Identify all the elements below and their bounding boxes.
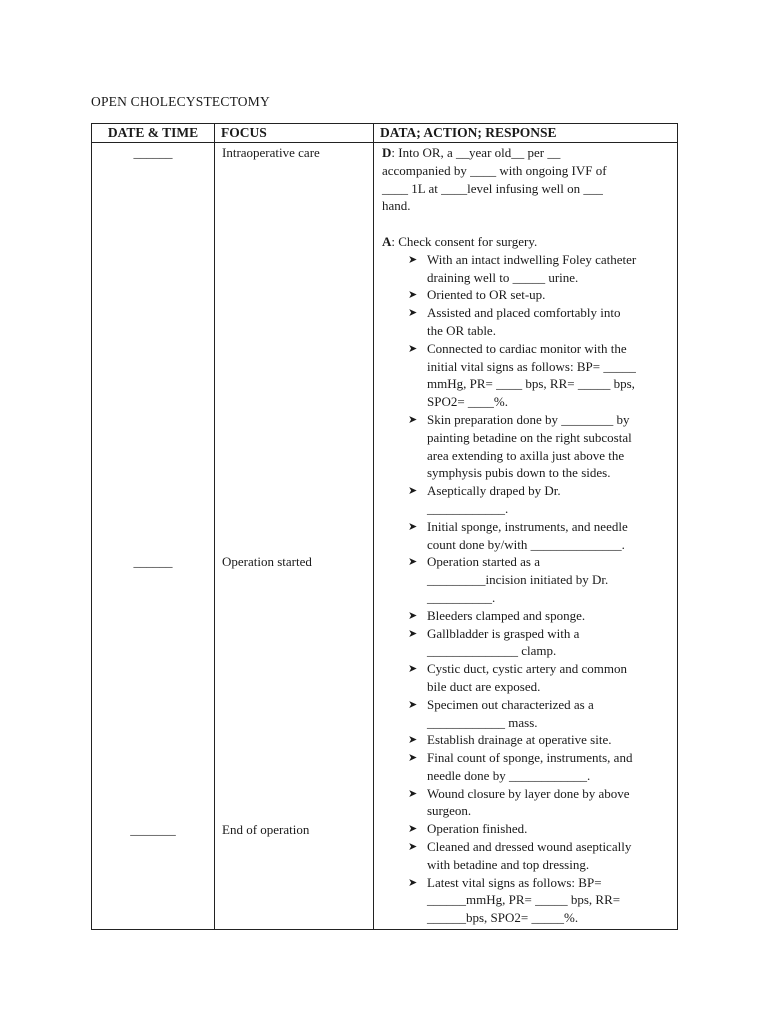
arrow-bullet-icon: ➤ [408,306,418,320]
list-item-line: count done by/with ______________. [427,536,625,552]
list-item-line: ______bps, SPO2= _____%. [427,910,579,926]
list-item [408,340,671,411]
list-item [408,731,671,749]
list-item-line: Latest vital signs as follows: BP= [427,874,602,890]
list-item-line: Assisted and placed comfortably into [427,305,621,321]
list-item [408,625,671,661]
header-data-action-response: DATA; ACTION; RESPONSE [374,124,678,143]
arrow-bullet-icon: ➤ [408,697,418,711]
focus-label: Intraoperative care [222,145,320,160]
arrow-bullet-icon: ➤ [408,519,418,533]
arrow-bullet-icon: ➤ [408,822,418,836]
list-item-line: with betadine and top dressing. [427,856,590,872]
list-item-line: surgeon. [427,803,472,819]
data-line: accompanied by ____ with ongoing IVF of [382,162,607,178]
list-item-line: ____________. [427,500,509,516]
data-line: hand. [382,198,411,214]
action-paragraph [382,233,671,251]
list-item [408,304,671,340]
date-time-blank: _______ [130,822,176,837]
list-item [408,696,671,732]
list-item [408,660,671,696]
paragraph-gap [382,215,671,233]
list-item-line: draining well to _____ urine. [427,269,579,285]
list-item-line: Aseptically draped by Dr. [427,483,561,499]
list-item [408,411,671,482]
action-intro-text: : Check consent for surgery. [391,233,538,249]
list-item-line: ____________ mass. [427,714,538,730]
focus-column [215,143,373,929]
focus-label: Operation started [222,554,312,569]
nursing-notes-table [91,123,678,930]
list-item-line: Wound closure by layer done by above [427,785,630,801]
list-item-line: Operation finished. [427,821,528,837]
list-item [408,518,671,554]
list-item-line: With an intact indwelling Foley catheter [427,251,637,267]
list-item-line: Connected to cardiac monitor with the [427,340,627,356]
arrow-bullet-icon: ➤ [408,733,418,747]
list-item-line: Operation started as a [427,554,540,570]
date-time-blank: ______ [133,554,173,569]
list-item-line: ______mmHg, PR= _____ bps, RR= [427,892,621,908]
data-paragraph [382,144,671,215]
date-time-blank: ______ [133,145,173,160]
list-item [408,286,671,304]
list-item [408,838,671,874]
arrow-bullet-icon: ➤ [408,840,418,854]
list-item-line: Establish drainage at operative site. [427,732,612,748]
list-item [408,607,671,625]
list-item-line: Cystic duct, cystic artery and common [427,661,628,677]
arrow-bullet-icon: ➤ [408,288,418,302]
list-item-line: initial vital signs as follows: BP= _____ [427,358,636,374]
data-label: D [382,145,392,160]
arrow-bullet-icon: ➤ [408,341,418,355]
data-cell [374,143,678,930]
data-line: ____ 1L at ____level infusing well on ___ [382,180,603,196]
data-line-text: : Into OR, a __year old__ per __ [391,145,561,160]
list-item-line: Bleeders clamped and sponge. [427,607,586,623]
list-item [408,749,671,785]
list-item-line: Cleaned and dressed wound aseptically [427,839,632,855]
table-row [92,143,678,930]
list-item [408,251,671,287]
list-item [408,553,671,606]
arrow-bullet-icon: ➤ [408,626,418,640]
document-title: OPEN CHOLECYSTECTOMY [91,94,270,109]
arrow-bullet-icon: ➤ [408,608,418,622]
header-date-time: DATE & TIME [92,124,215,143]
list-item-line: symphysis pubis down to the sides. [427,465,611,481]
focus-label: End of operation [222,822,310,837]
header-row [92,124,678,143]
list-item-line: _________incision initiated by Dr. [427,572,609,588]
list-item-line: mmHg, PR= ____ bps, RR= _____ bps, [427,376,635,392]
list-item [408,820,671,838]
date-time-column [92,143,214,929]
list-item [408,785,671,821]
list-item-line: __________. [427,589,496,605]
list-item-line: Initial sponge, instruments, and needle [427,518,628,534]
arrow-bullet-icon: ➤ [408,875,418,889]
data-action-response-column [374,143,677,927]
focus-cell [215,143,374,930]
list-item-line: area extending to axilla just above the [427,447,625,463]
list-item-line: painting betadine on the right subcostal [427,429,632,445]
list-item-line: Specimen out characterized as a [427,696,594,712]
list-item-line: the OR table. [427,322,496,338]
data-line [382,144,671,162]
arrow-bullet-icon: ➤ [408,786,418,800]
header-focus: FOCUS [215,124,374,143]
date-time-cell [92,143,215,930]
list-item-line: bile duct are exposed. [427,678,541,694]
arrow-bullet-icon: ➤ [408,412,418,426]
list-item [408,874,671,927]
arrow-bullet-icon: ➤ [408,484,418,498]
list-item-line: Skin preparation done by ________ by [427,411,630,427]
list-item-line: Gallbladder is grasped with a [427,625,580,641]
action-bullet-list [382,251,671,927]
list-item [408,482,671,518]
arrow-bullet-icon: ➤ [408,555,418,569]
list-item-line: Final count of sponge, instruments, and [427,750,633,766]
arrow-bullet-icon: ➤ [408,662,418,676]
list-item-line: SPO2= ____%. [427,394,509,410]
arrow-bullet-icon: ➤ [408,252,418,266]
action-label: A [382,233,392,249]
list-item-line: ______________ clamp. [427,643,557,659]
arrow-bullet-icon: ➤ [408,751,418,765]
list-item-line: Oriented to OR set-up. [427,287,546,303]
list-item-line: needle done by ____________. [427,767,591,783]
